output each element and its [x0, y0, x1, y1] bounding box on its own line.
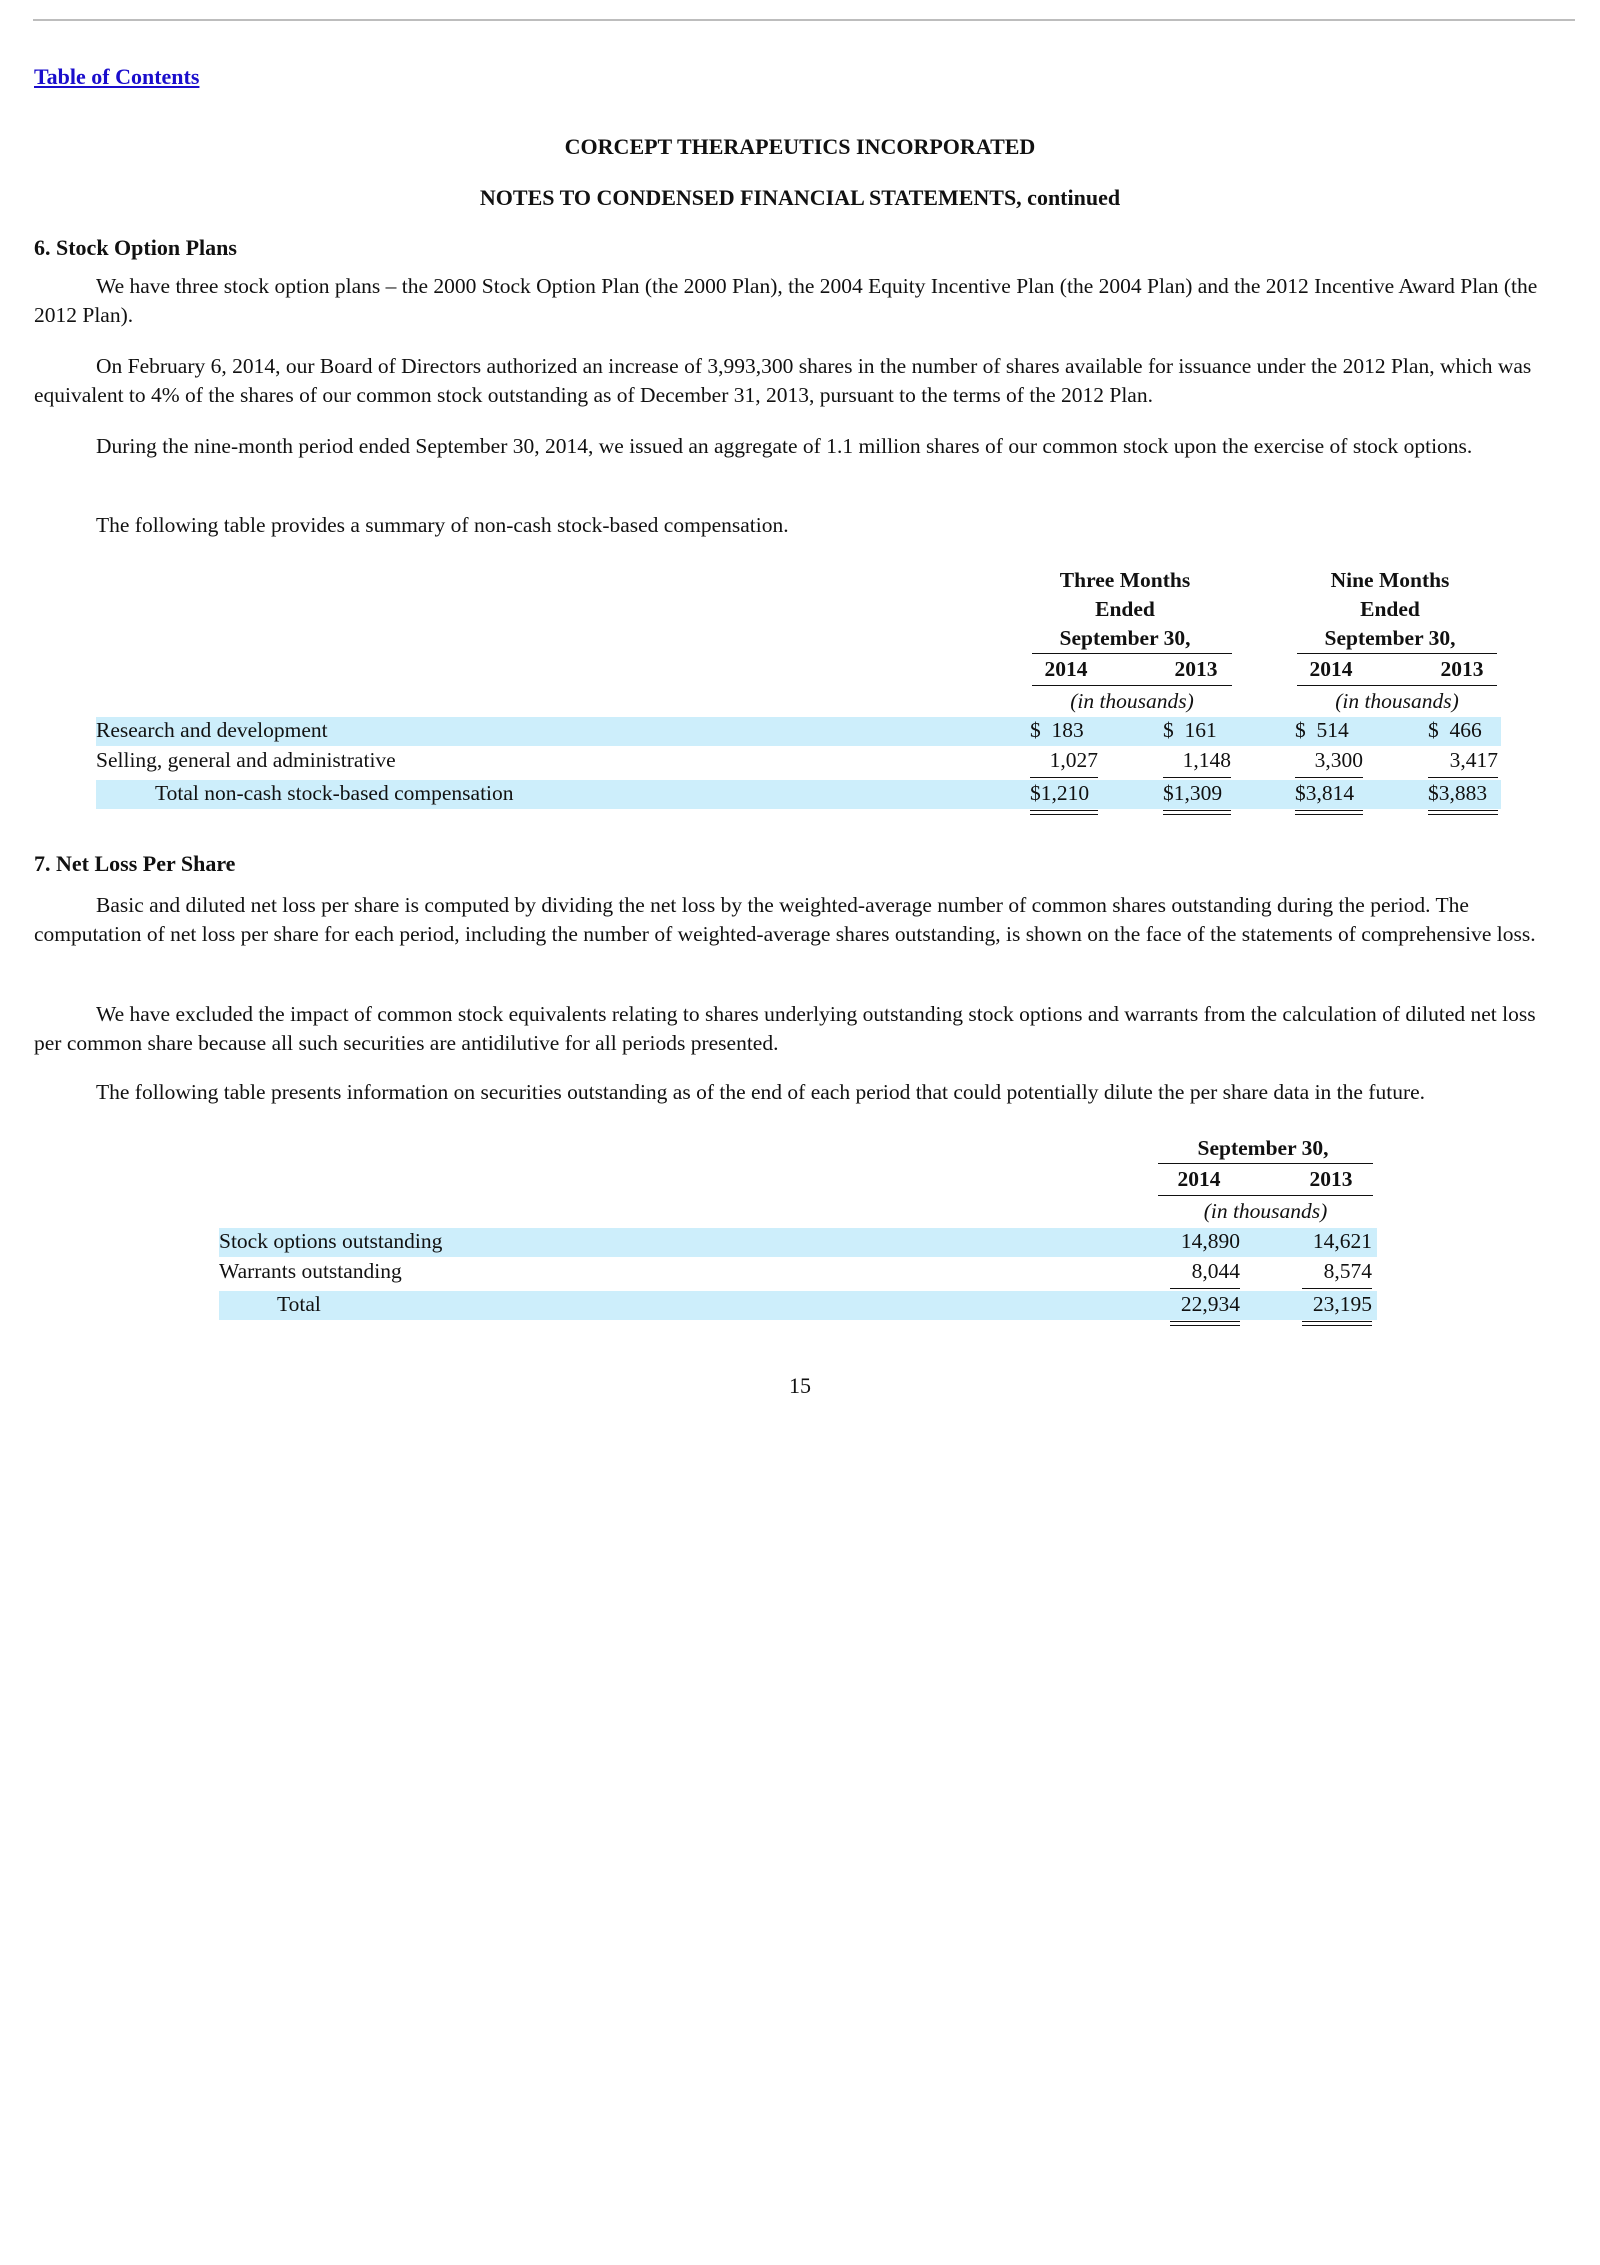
subtotal-underline	[1295, 777, 1363, 778]
page-number: 15	[789, 1373, 811, 1398]
year-col-4: 2013	[1440, 657, 1484, 681]
row-value: $1,210	[1030, 781, 1090, 805]
section-6-paragraph-4: The following table provides a summary of non-cash stock-based compensation.	[96, 513, 789, 537]
three-months-underline	[1032, 653, 1232, 654]
row-label: Stock options outstanding	[219, 1229, 443, 1253]
total-double-underline	[1428, 810, 1498, 815]
row-value: $ 183	[1030, 718, 1084, 742]
section-7-heading: 7. Net Loss Per Share	[34, 851, 236, 876]
section-6-paragraph-1-text: We have three stock option plans – the 2000 Stock Option Plan (the 2000 Plan), the 2004 Equity Incentive Plan (the 2004 Plan) and the 2012 Incentive Award Plan (the 2012 Plan).	[34, 274, 1538, 327]
row-value: $ 161	[1163, 718, 1217, 742]
section-6-paragraph-3	[34, 432, 1564, 461]
nine-months-year-underline	[1297, 685, 1497, 686]
row-value: 1,148	[1182, 748, 1231, 772]
three-months-unit: (in thousands)	[1070, 689, 1194, 713]
section-6-paragraph-2-text: On February 6, 2014, our Board of Directors authorized an increase of 3,993,300 shares in the number of shares available for issuance under the 2012 Plan, which was equivalent to 4% of the shares of our common stock outstanding as of December 31, 2013, pursuant to the terms of the 2012 Plan.	[34, 354, 1532, 407]
total-double-underline	[1295, 810, 1363, 815]
year-col-1: 2014	[1044, 657, 1088, 681]
row-value: 3,300	[1314, 748, 1363, 772]
nine-months-header-2: Ended	[1360, 597, 1420, 621]
section-7-paragraph-3: The following table presents information on securities outstanding as of the end of each period that could potentially dilute the per share data in the future.	[96, 1080, 1426, 1104]
row-value: 22,934	[1180, 1292, 1240, 1316]
row-value: 14,621	[1312, 1229, 1372, 1253]
nine-months-header-3: September 30,	[1324, 626, 1456, 650]
total-double-underline	[1170, 1321, 1240, 1326]
row-value: 1,027	[1049, 748, 1098, 772]
row-value: $3,814	[1295, 781, 1355, 805]
row-label: Selling, general and administrative	[96, 748, 396, 772]
row-label: Warrants outstanding	[219, 1259, 402, 1283]
year-col-3: 2014	[1309, 657, 1353, 681]
row-label: Total	[277, 1292, 321, 1316]
subtotal-underline	[1030, 777, 1098, 778]
year-col-2: 2013	[1174, 657, 1218, 681]
row-label: Total non-cash stock-based compensation	[155, 781, 514, 805]
row-value: 8,574	[1323, 1259, 1372, 1283]
row-value: $3,883	[1428, 781, 1488, 805]
total-double-underline	[1163, 810, 1231, 815]
section-6-paragraph-2	[34, 352, 1564, 410]
row-label: Research and development	[96, 718, 328, 742]
row-value: $ 514	[1295, 718, 1349, 742]
year-col-2: 2013	[1309, 1167, 1353, 1191]
section-6-paragraph-1	[34, 272, 1564, 330]
three-months-year-underline	[1032, 685, 1232, 686]
notes-title: NOTES TO CONDENSED FINANCIAL STATEMENTS, continued	[479, 185, 1121, 210]
top-divider	[33, 19, 1575, 21]
nine-months-unit: (in thousands)	[1335, 689, 1459, 713]
row-value: 23,195	[1312, 1292, 1372, 1316]
years-underline	[1158, 1195, 1373, 1196]
three-months-header-1: Three Months	[1059, 568, 1191, 592]
total-double-underline	[1302, 1321, 1372, 1326]
securities-unit: (in thousands)	[1203, 1199, 1328, 1223]
year-col-1: 2014	[1177, 1167, 1221, 1191]
section-7-paragraph-2-text: We have excluded the impact of common stock equivalents relating to shares underlying outstanding stock options and warrants from the calculation of diluted net loss per common share because all such securities are antidilutive for all periods presented.	[34, 1002, 1536, 1055]
subtotal-underline	[1170, 1288, 1240, 1289]
row-value: 3,417	[1449, 748, 1498, 772]
row-value: $1,309	[1163, 781, 1223, 805]
section-7-paragraph-2	[34, 1000, 1564, 1058]
subtotal-underline	[1428, 777, 1498, 778]
section-6-paragraph-3-text: During the nine-month period ended September 30, 2014, we issued an aggregate of 1.1 million shares of our common stock upon the exercise of stock options.	[96, 434, 1473, 458]
nine-months-underline	[1297, 653, 1497, 654]
row-value: 14,890	[1180, 1229, 1240, 1253]
three-months-header-2: Ended	[1095, 597, 1155, 621]
section-7-paragraph-1-text: Basic and diluted net loss per share is computed by dividing the net loss by the weighted-average number of common shares outstanding during the period. The computation of net loss per share for each period, including the number of weighted-average shares outstanding, is shown on the face of the statements of comprehensive loss.	[34, 893, 1536, 946]
section-7-paragraph-1	[34, 891, 1564, 949]
three-months-header-3: September 30,	[1059, 626, 1191, 650]
company-name: CORCEPT THERAPEUTICS INCORPORATED	[564, 134, 1036, 159]
subtotal-underline	[1302, 1288, 1372, 1289]
subtotal-underline	[1163, 777, 1231, 778]
row-value: 8,044	[1191, 1259, 1240, 1283]
september-header: September 30,	[1197, 1136, 1329, 1160]
section-6-heading: 6. Stock Option Plans	[34, 235, 237, 260]
total-double-underline	[1030, 810, 1098, 815]
september-underline	[1158, 1163, 1373, 1164]
nine-months-header-1: Nine Months	[1330, 568, 1450, 592]
row-value: $ 466	[1428, 718, 1482, 742]
table-of-contents-link[interactable]: Table of Contents	[34, 64, 200, 89]
